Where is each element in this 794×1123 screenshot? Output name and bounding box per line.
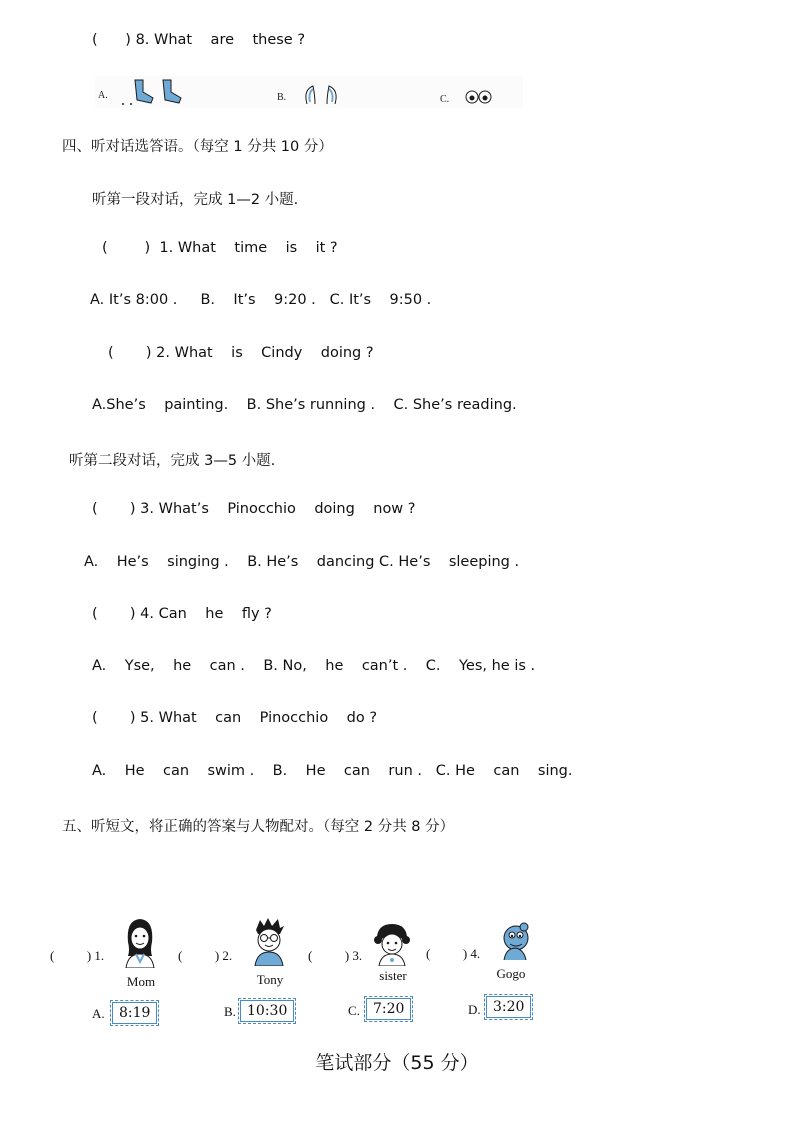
clock-b-time: 10:30 — [240, 1000, 294, 1022]
eyes-icon — [465, 88, 493, 106]
question-5-options: A. He can swim . B. He can run . C. He can sing. — [92, 763, 573, 779]
sister-portrait-icon — [372, 922, 412, 966]
mom-portrait-icon — [122, 916, 158, 968]
clock-d-label: D. — [468, 1002, 481, 1017]
question-5: ( ) 5. What can Pinocchio do ? — [92, 710, 378, 726]
clock-d-time: 3:20 — [486, 996, 531, 1018]
ears-icon — [301, 84, 341, 106]
match-name-1: Mom — [126, 974, 156, 989]
clock-c-time: 7:20 — [366, 998, 411, 1020]
match-paren-3: ( ) 3. — [308, 948, 363, 963]
question-2: ( ) 2. What is Cindy doing ? — [108, 345, 374, 361]
tony-portrait-icon — [250, 916, 288, 966]
section4-heading: 四、听对话选答语。（每空 1 分共 10 分） — [62, 139, 333, 155]
q8-option-b-label: B. — [277, 92, 287, 103]
clock-d — [484, 994, 533, 1020]
match-name-4: Gogo — [496, 966, 526, 981]
socks-icon — [113, 76, 193, 106]
q8-picture-strip — [95, 76, 523, 108]
match-paren-1: ( ) 1. — [50, 948, 105, 963]
match-paren-2: ( ) 2. — [178, 948, 233, 963]
clock-b — [238, 998, 296, 1024]
question-4: ( ) 4. Can he fly ? — [92, 606, 272, 622]
clock-c-label: C. — [348, 1003, 360, 1018]
written-section-title: 笔试部分（55 分） — [315, 1052, 479, 1074]
question-1: ( ) 1. What time is it ? — [102, 240, 338, 256]
match-paren-4: ( ) 4. — [426, 946, 481, 961]
section5-heading: 五、听短文，将正确的答案与人物配对。（每空 2 分共 8 分） — [62, 819, 455, 835]
question-4-options: A. Yse, he can . B. No, he can’t . C. Yes, he is . — [92, 658, 536, 674]
match-name-3: sister — [379, 968, 407, 983]
question-3-options: A. He’s singing . B. He’s dancing C. He’s sleeping . — [84, 554, 520, 570]
q8-option-c-label: C. — [440, 94, 450, 105]
part2-intro: 听第二段对话，完成 3—5 小题. — [69, 453, 276, 469]
match-name-2: Tony — [256, 972, 284, 987]
gogo-character-icon — [494, 922, 534, 962]
clock-c — [364, 996, 413, 1022]
q8-option-a-label: A. — [98, 90, 108, 101]
part1-intro: 听第一段对话，完成 1—2 小题. — [92, 192, 299, 208]
clock-a-time: 8:19 — [112, 1002, 157, 1024]
question-1-options: A. It’s 8:00 . B. It’s 9:20 . C. It’s 9:50 . — [90, 292, 432, 308]
question-3: ( ) 3. What’s Pinocchio doing now ? — [92, 501, 416, 517]
clock-a-label: A. — [92, 1006, 105, 1021]
q8-question: ( ) 8. What are these ? — [92, 32, 306, 48]
matching-panel — [46, 910, 546, 1030]
question-2-options: A.She’s painting. B. She’s running . C. She’s reading. — [92, 397, 517, 413]
clock-a — [110, 1000, 159, 1026]
clock-b-label: B. — [224, 1004, 236, 1019]
